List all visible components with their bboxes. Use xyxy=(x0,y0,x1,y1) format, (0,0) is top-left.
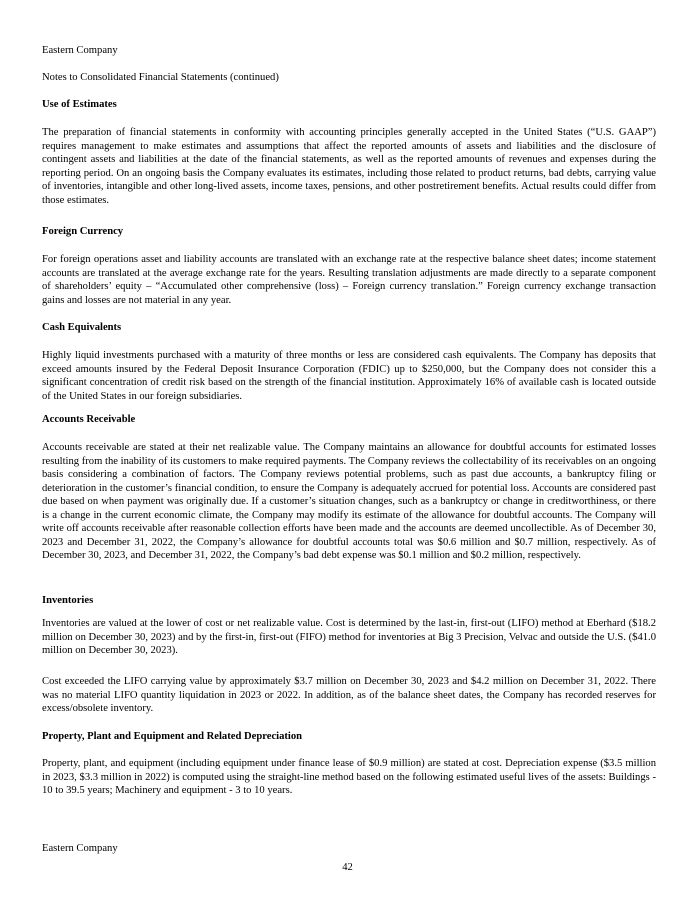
heading-use-of-estimates: Use of Estimates xyxy=(42,99,117,110)
heading-ppe: Property, Plant and Equipment and Related Depreciation xyxy=(42,731,303,742)
paragraph-foreign-currency: For foreign operations asset and liability accounts are translated with an exchange rate at the respective balance sheet dates; income statement accounts are translated at the average exchange rate for the years. Resulting translation adjustments are made directly to a separate component of shareholders’ equity – “Accumulated other comprehensive (loss) – Foreign currency translation.” Foreign currency exchange transaction gains and losses are not material in any year. xyxy=(42,254,656,306)
header-subtitle: Notes to Consolidated Financial Statements (continued) xyxy=(42,72,279,83)
footer-company: Eastern Company xyxy=(42,843,118,854)
header-company: Eastern Company xyxy=(42,45,118,56)
paragraph-inventories-2: Cost exceeded the LIFO carrying value by approximately $3.7 million on December 30, 2023 and $4.2 million on December 31, 2022. There was no material LIFO quantity liquidation in 2023 or 2022. In addition, as of the balance sheet dates, the Company has recorded reserves for excess/obsolete inventory. xyxy=(42,676,656,714)
heading-cash-equivalents: Cash Equivalents xyxy=(42,322,122,333)
page-number: 42 xyxy=(342,862,353,873)
paragraph-use-of-estimates: The preparation of financial statements in conformity with accounting principles generally accepted in the United States (“U.S. GAAP”) requires management to make estimates and assumptions that affect the reported amounts of assets and liabilities and the disclosure of contingent assets and liabilities at the date of the financial statements, as well as the reported amounts of revenues and expenses during the reporting period. On an ongoing basis the Company evaluates its estimates, including those related to product returns, bad debts, carrying value of inventories, intangible and other long-lived assets, income taxes, pensions, and other postretirement benefits. Actual results could differ from those estimates. xyxy=(42,127,656,206)
heading-accounts-receivable: Accounts Receivable xyxy=(42,414,136,425)
paragraph-inventories-1: Inventories are valued at the lower of cost or net realizable value. Cost is determined by the last-in, first-out (LIFO) method at Eberhard ($18.2 million on December 30, 2023) and by the first-in, first-out (FIFO) method for inventories at Big 3 Precision, Velvac and outside the U.S. ($41.0 million on December 30, 2023). xyxy=(42,618,656,656)
heading-foreign-currency: Foreign Currency xyxy=(42,226,124,237)
paragraph-accounts-receivable: Accounts receivable are stated at their net realizable value. The Company maintains an allowance for doubtful accounts for estimated losses resulting from the inability of its customers to make required payments. The Company reviews the collectability of its receivables on an ongoing basis considering a combination of factors. The Company reviews potential problems, such as past due accounts, a bankruptcy filing or deterioration in the customer’s financial condition, to ensure the Company is adequately accrued for potential loss. Accounts are considered past due based on when payment was originally due. If a customer’s situation changes, such as a bankruptcy or change in creditworthiness, or there is a change in the current economic climate, the Company may modify its estimate of the allowance for doubtful accounts. The Company will write off accounts receivable after reasonable collection efforts have been made and the accounts are deemed uncollectible. As of December 30, 2023 and December 31, 2022, the Company’s allowance for doubtful accounts total was $0.6 million and $0.7 million, respectively. As of December 30, 2023, and December 31, 2022, the Company’s bad debt expense was $0.1 million and $0.2 million, respectively. xyxy=(42,442,656,561)
heading-inventories: Inventories xyxy=(42,595,94,606)
paragraph-ppe: Property, plant, and equipment (including equipment under finance lease of $0.9 million) are stated at cost. Depreciation expense ($3.5 million in 2023, $3.3 million in 2022) is computed using the straight-line method based on the following estimated useful lives of the assets: Buildings - 10 to 39.5 years; Machinery and equipment - 3 to 10 years. xyxy=(42,758,656,796)
paragraph-cash-equivalents: Highly liquid investments purchased with a maturity of three months or less are considered cash equivalents. The Company has deposits that exceed amounts insured by the Federal Deposit Insurance Corporation (FDIC) up to $250,000, but the Company does not consider this a significant concentration of credit risk based on the strength of the financial institution. Approximately 16% of available cash is located outside of the United States in our foreign subsidiaries. xyxy=(42,350,656,402)
